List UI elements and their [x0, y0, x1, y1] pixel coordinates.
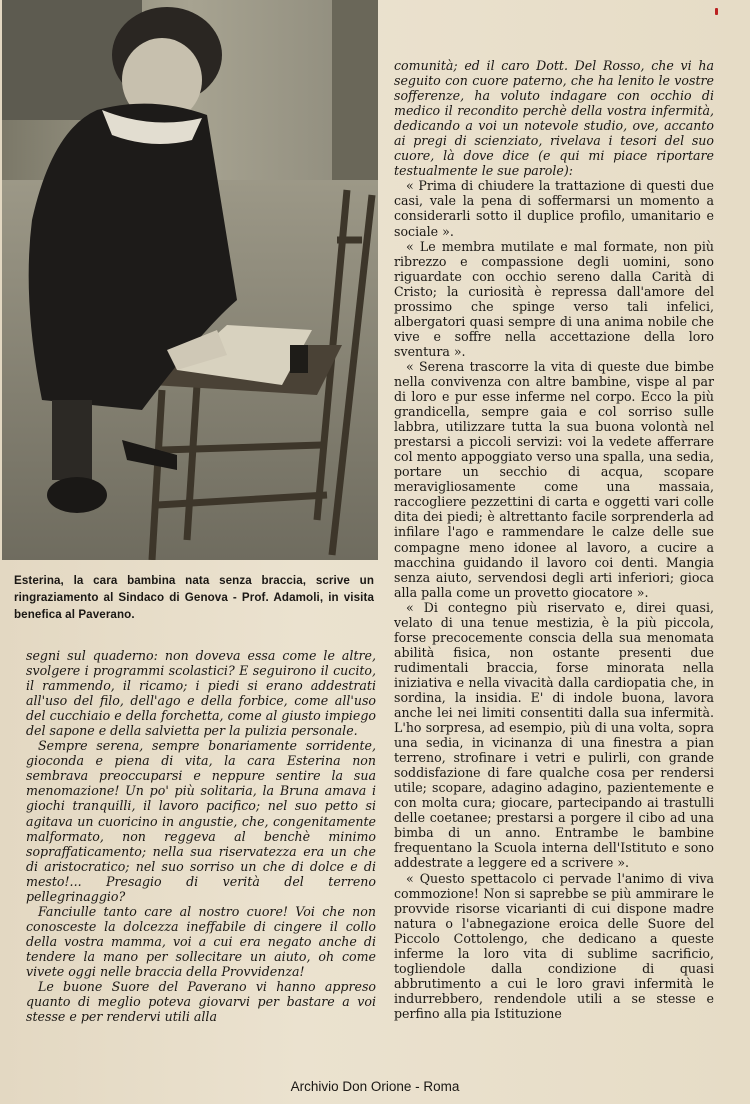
photo-icon	[2, 0, 378, 560]
quote-paragraph: « Serena trascorre la vita di queste due bimbe nella convivenza con altre bambine, vispe al par di loro e pur esse inferme nel corpo. Ecco la più grandicella, sempre gaia e col sorriso sulle labbra, utilizzare tutta la sua buona volontà nel prestarsi a piccoli servizi: voi la vedete afferrare col mento appoggiato verso una spalla, una sedia, portare un secchio di acqua, scopare meravigliosamente come una massaia, raccogliere pezzettini di carta e oggetti vari colle dita dei piedi; è altrettanto facile sorprenderla ad infilare l'ago e rammendare le calze delle sue compagne meno idonee al lavoro, a cucire a macchina guidando il lavoro coi denti. Mangia senza aiuto, servendosi degli arti inferiori; gioca alla palla come un provetto giocatore ».	[394, 358, 714, 600]
photo-caption: Esterina, la cara bambina nata senza braccia, scrive un ringraziamento al Sindaco di Genova - Prof. Adamoli, in visita benefica al Paverano.	[14, 574, 374, 621]
paragraph: segni sul quaderno: non doveva essa come le altre, svolgere i programmi scolastici? E seguirono il cucito, il rammendo, il ricamo; i piedi si erano addestrati all'uso del filo, dell'ago e della forbice, come all'uso del cucchiaio e della forchetta, come al giusto impiego del sapone e della salvietta per la pulizia personale.	[26, 648, 376, 739]
quote-paragraph: « Prima di chiudere la trattazione di questi due casi, vale la pena di soffermarsi un momento a considerarli sotto il duplice profilo, umanitario e sociale ».	[394, 178, 714, 239]
left-column	[26, 648, 376, 1024]
ink-mark	[715, 8, 718, 15]
paragraph: comunità; ed il caro Dott. Del Rosso, che vi ha seguito con cuore paterno, che ha lenito le vostre sofferenze, ha voluto indagare con occhio di medico il recondito perchè della vostra infermità, dedicando a voi un notevole studio, ove, accanto ai pregi di scienziato, rivelava i tesori del suo cuore, là dove dice (e qui mi piace riportare testualmente le sue parole):	[394, 58, 714, 179]
quote-paragraph: « Di contegno più riservato e, direi quasi, velato di una tenue mestizia, è la più piccola, forse precocemente conscia della sua menomata abilità fisica, non ostante presenti due rudimentali braccia, forse minorata nella iniziativa e nella vivacità dalla cardiopatia che, in sordina, la insidia. E' di indole buona, lavora anche lei nei limiti consentiti dalla sua infermità. L'ho sorpresa, ad esempio, più di una volta, sopra una sedia, in vicinanza di una finestra a pian terreno, strofinare i vetri e pulirli, con grande soddisfazione di fare qualche cosa per rendersi utile; scopare, adagino adagino, pazientemente e con molta cura; giocare, partecipando ai trastulli delle coetanee; prestarsi a porgere il cibo ad una bimba di un anno. Entrambe le bambine frequentano la Scuola interna dell'Istituto e sono addestrate a leggere ed a scrivere ».	[394, 599, 714, 871]
paragraph: Fanciulle tanto care al nostro cuore! Voi che non conosceste la dolcezza ineffabile di cingere il collo della vostra mamma, voi a cui era negato anche di tendere la mano per sollecitare un aiuto, oh come vivete oggi nelle braccia della Provvidenza!	[26, 903, 376, 979]
archive-footer: Archivio Don Orione - Roma	[290, 1079, 460, 1094]
paragraph: Sempre serena, sempre bonariamente sorridente, gioconda e piena di vita, la cara Esterina non sembrava preoccuparsi e neppure sentire la sua menomazione! Un po' più solitaria, la Bruna amava i giochi tranquilli, il lavoro pacifico; nel suo petto si agitava un cuoricino in angustie, che, congenitamente malformato, non reggeva al benchè minimo sopraffaticamento; nella sua riservatezza era un che di aristocratico; nel suo sorriso un che di dolce e di mesto!... Presagio di verità del terreno pellegrinaggio?	[26, 738, 376, 904]
right-column	[394, 58, 714, 1021]
quote-paragraph: « Questo spettacolo ci pervade l'animo di viva commozione! Non si saprebbe se più ammirare le provvide risorse vicarianti di cui dispone madre natura o l'abnegazione eroica delle Suore del Piccolo Cottolengo, che dedicano a queste inferme la loro vita di sublime sacrificio, togliendole dalla condizione di quasi abbrutimento a cui le loro gravi infermità le indurrebbero, rendendole utili a se stesse e perfino alla pia Istituzione	[394, 870, 714, 1021]
photo	[2, 0, 378, 560]
paragraph: Le buone Suore del Paverano vi hanno appreso quanto di meglio poteva giovarvi per bastare a voi stesse e per rendervi utili alla	[26, 979, 376, 1025]
quote-paragraph: « Le membra mutilate e mal formate, non più ribrezzo e compassione degli uomini, sono riguardate con occhio sereno dalla Carità di Cristo; la curiosità è repressa dall'amore del prossimo che spinge verso tali infelici, albergatori quasi sempre di una anima nobile che vive e soffre nella accettazione della loro sventura ».	[394, 238, 714, 359]
